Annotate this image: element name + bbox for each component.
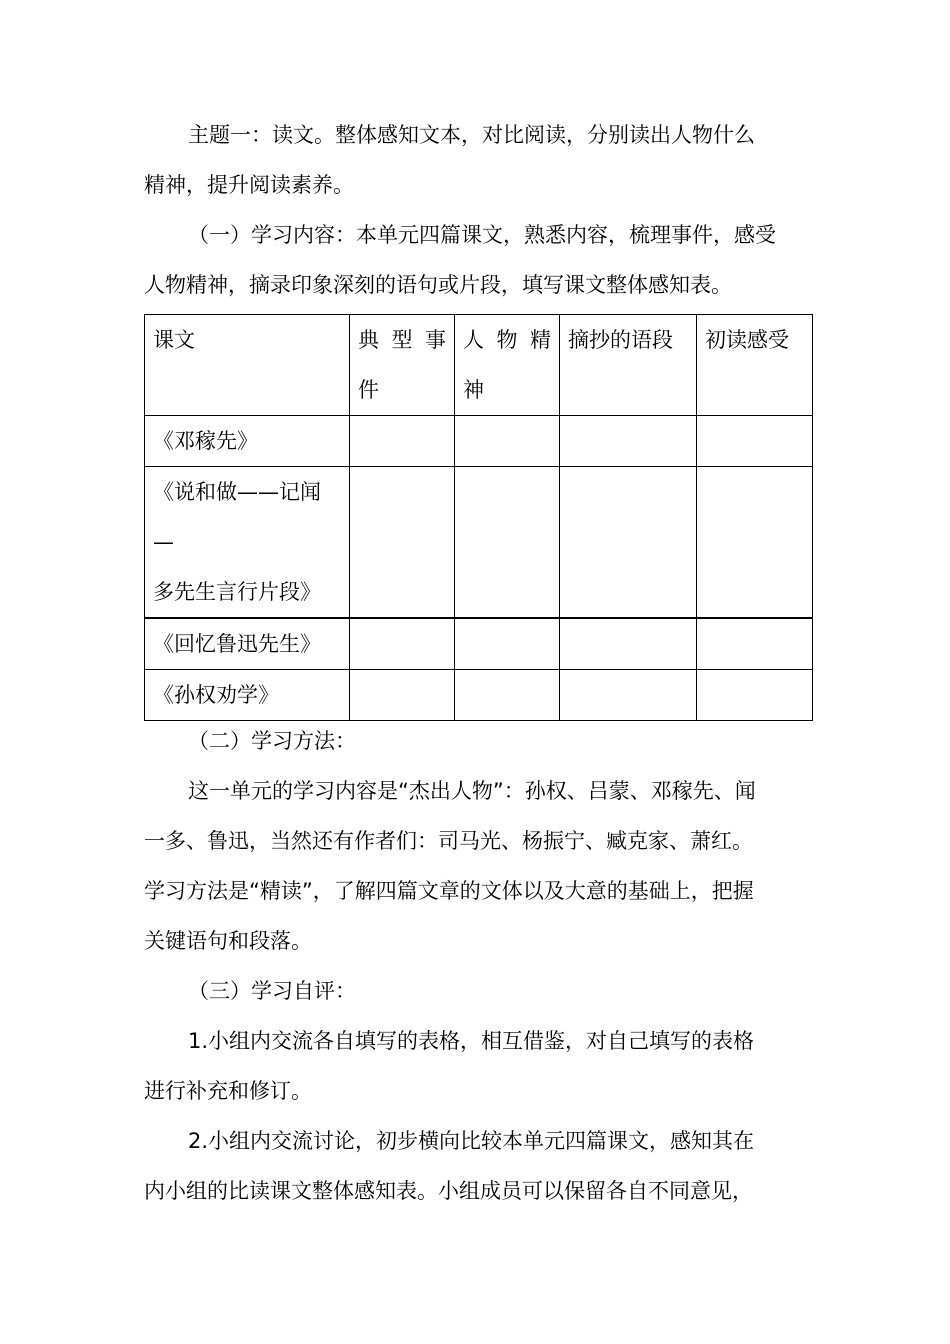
table-row [145,670,813,721]
empty-cell [560,416,697,467]
row-title-cell [145,670,350,721]
method-line-1: 这一单元的学习内容是“杰出人物”：孙权、吕蒙、邓稼先、闻 [188,779,756,803]
method-line-2: 一多、鲁迅，当然还有作者们：司马光、杨振宁、臧克家、萧红。 [144,829,753,853]
header-text: 课文 [153,328,195,352]
empty-cell [455,467,560,619]
reading-perception-table [144,314,813,721]
empty-cell [350,670,455,721]
theme-line-1: 主题一：读文。整体感知文本，对比阅读，分别读出人物什么 [188,123,755,147]
eval2-line-1: 2.小组内交流讨论，初步横向比较本单元四篇课文，感知其在 [188,1129,755,1153]
header-spirit-cell [455,315,560,416]
row-title: 《回忆鲁迅先生》 [153,632,321,656]
row-title-cell [145,618,350,670]
header-spirit-line-1: 人物精 [463,328,551,352]
row-title: 《邓稼先》 [153,429,258,453]
header-event-cell [350,315,455,416]
row-title-line-3: 多先生言行片段》 [153,580,321,604]
table-row [145,618,813,670]
eval1-line-1: 1.小组内交流各自填写的表格，相互借鉴，对自己填写的表格 [188,1029,755,1053]
empty-cell [697,618,813,670]
table-header-row [145,315,813,416]
table-row [145,467,813,619]
empty-cell [455,618,560,670]
header-event-line-1: 典型事 [358,328,446,352]
eval2-line-2: 内小组的比读课文整体感知表。小组成员可以保留各自不同意见， [144,1179,753,1203]
empty-cell [455,670,560,721]
header-text-cell [145,315,350,416]
empty-cell [560,670,697,721]
theme-line-2: 精神，提升阅读素养。 [144,173,354,197]
table-row [145,416,813,467]
row-title: 《孙权劝学》 [153,683,279,707]
header-spirit-line-2: 神 [463,378,484,402]
empty-cell [697,416,813,467]
empty-cell [697,670,813,721]
row-title-cell [145,467,350,619]
header-impression: 初读感受 [705,328,789,352]
empty-cell [560,618,697,670]
empty-cell [350,618,455,670]
section1-line-2: 人物精神，摘录印象深刻的语句或片段，填写课文整体感知表。 [144,273,732,297]
method-line-4: 关键语句和段落。 [144,929,312,953]
row-title-line-2: — [153,530,174,554]
header-event-line-2: 件 [358,378,379,402]
header-excerpt-cell [560,315,697,416]
eval1-line-2: 进行补充和修订。 [144,1079,312,1103]
empty-cell [697,467,813,619]
header-impression-cell [697,315,813,416]
row-title-line-1: 《说和做——记闻 [153,480,321,504]
row-title-cell [145,416,350,467]
empty-cell [350,416,455,467]
empty-cell [560,467,697,619]
method-line-3: 学习方法是“精读”，了解四篇文章的文体以及大意的基础上，把握 [144,879,754,903]
header-excerpt: 摘抄的语段 [568,328,673,352]
section2-heading: （二）学习方法： [188,729,356,753]
section1-line-1: （一）学习内容：本单元四篇课文，熟悉内容，梳理事件，感受 [188,223,776,247]
section3-heading: （三）学习自评： [188,979,356,1003]
empty-cell [455,416,560,467]
empty-cell [350,467,455,619]
